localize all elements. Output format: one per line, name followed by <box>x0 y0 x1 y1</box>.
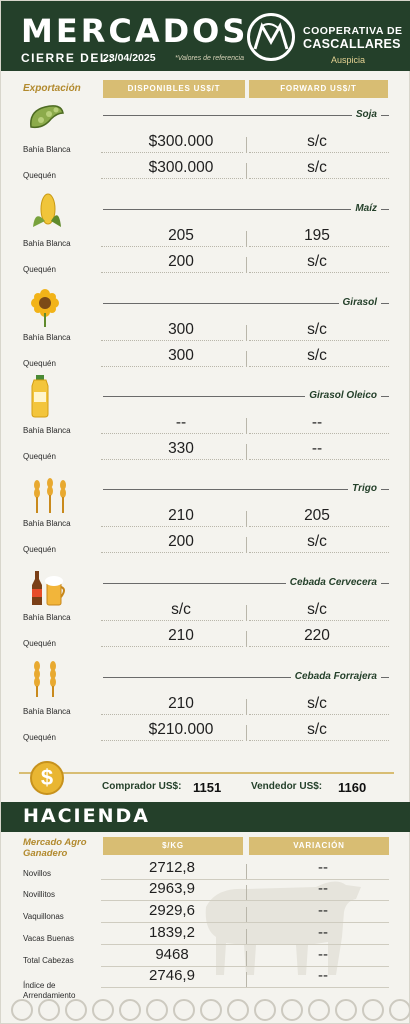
row-underline <box>101 272 243 273</box>
row-place: Quequén <box>23 545 56 554</box>
barley-icon <box>27 658 63 703</box>
row-underline <box>249 646 389 647</box>
row-underline <box>101 152 243 153</box>
row-place: Quequén <box>23 452 56 461</box>
category-label: Vacas Buenas <box>23 934 74 943</box>
forward-value: 205 <box>304 507 330 524</box>
column-separator <box>246 929 247 944</box>
row-place: Quequén <box>23 359 56 368</box>
footer-logo-icon <box>11 999 33 1021</box>
variation-value: -- <box>318 859 328 876</box>
row-place: Bahía Blanca <box>23 613 71 622</box>
column-separator <box>246 885 247 900</box>
price-value: 2712,8 <box>149 859 195 876</box>
row-underline <box>101 433 243 434</box>
column-separator <box>246 907 247 922</box>
column-separator <box>246 325 247 341</box>
cooperative-logo <box>247 13 295 61</box>
row-place: Quequén <box>23 639 56 648</box>
price-value: 2963,9 <box>149 880 195 897</box>
column-separator <box>246 631 247 647</box>
footer-logo-icon <box>38 999 60 1021</box>
reference-note: *Valores de referencia <box>175 55 245 62</box>
row-underline <box>101 340 243 341</box>
variation-value: -- <box>318 946 328 963</box>
footer-logo-icon <box>173 999 195 1021</box>
row-place: Bahía Blanca <box>23 707 71 716</box>
row-place: Bahía Blanca <box>23 145 71 154</box>
row-underline <box>101 900 389 901</box>
dollar-divider <box>19 772 394 774</box>
row-place: Quequén <box>23 265 56 274</box>
column-separator <box>246 864 247 879</box>
row-underline <box>249 272 389 273</box>
footer-logo-icon <box>335 999 357 1021</box>
footer-logo-icon <box>227 999 249 1021</box>
buyer-usd-label: Comprador US$: <box>102 781 182 792</box>
row-underline <box>101 922 389 923</box>
row-place: Quequén <box>23 733 56 742</box>
forward-value: s/c <box>307 321 327 338</box>
page-title: MERCADOS <box>21 12 249 50</box>
sunflower-icon <box>27 288 63 333</box>
row-underline <box>249 552 389 553</box>
forward-value: s/c <box>307 721 327 738</box>
soy-icon <box>27 101 67 140</box>
market-name <box>23 837 87 859</box>
footer-logo-icon <box>119 999 141 1021</box>
disponible-value: 210 <box>168 627 194 644</box>
row-underline <box>249 620 389 621</box>
category-label: Total Cabezas <box>23 956 74 965</box>
column-separator <box>246 511 247 527</box>
col-header-forward: FORWARD US$/T <box>249 80 388 98</box>
disponible-value: $300.000 <box>148 133 214 150</box>
footer-logo-icon <box>254 999 276 1021</box>
row-underline <box>249 340 389 341</box>
row-underline <box>101 366 243 367</box>
disponible-value: 210 <box>168 507 194 524</box>
sponsor-label: Auspicia <box>331 55 366 65</box>
disponible-value: -- <box>175 414 187 431</box>
column-separator <box>246 418 247 434</box>
forward-value: -- <box>311 414 323 431</box>
footer-logo-icon <box>308 999 330 1021</box>
product-divider <box>103 209 389 210</box>
row-underline <box>101 740 243 741</box>
footer-logo-icon <box>146 999 168 1021</box>
wheat-icon <box>27 475 73 520</box>
hacienda-title: HACIENDA <box>23 805 150 827</box>
column-separator <box>246 951 247 966</box>
product-divider <box>103 489 389 490</box>
logo-mark-icon <box>252 22 290 52</box>
footer-logo-strip <box>1 997 410 1023</box>
disponible-value: 300 <box>168 347 194 364</box>
column-separator <box>246 257 247 273</box>
product-name: Girasol <box>339 297 381 309</box>
column-separator <box>246 699 247 715</box>
disponible-value: 205 <box>168 227 194 244</box>
forward-value: s/c <box>307 253 327 270</box>
footer-logo-icon <box>200 999 222 1021</box>
row-underline <box>249 246 389 247</box>
price-value: 2929,6 <box>149 902 195 919</box>
row-place: Bahía Blanca <box>23 426 71 435</box>
buyer-usd-value: 1151 <box>193 780 222 795</box>
market-name-line2: Ganadero <box>23 848 68 859</box>
row-underline <box>101 646 243 647</box>
col-header-variation: VARIACIÓN <box>249 837 389 855</box>
column-separator <box>246 231 247 247</box>
row-underline <box>101 459 243 460</box>
footer-logo-icon <box>65 999 87 1021</box>
col-header-disponibles: DISPONIBLES US$/T <box>103 80 245 98</box>
category-label: Novillitos <box>23 890 56 899</box>
product-name: Soja <box>352 109 381 121</box>
row-underline <box>249 152 389 153</box>
variation-value: -- <box>318 880 328 897</box>
column-separator <box>246 605 247 621</box>
row-underline <box>249 526 389 527</box>
disponible-value: 200 <box>168 533 194 550</box>
variation-value: -- <box>318 924 328 941</box>
header-banner <box>1 1 410 71</box>
col-header-price-kg: $/KG <box>103 837 243 855</box>
category-label: Vaquillonas <box>23 912 64 921</box>
cooperative-name-line1: COOPERATIVA DE <box>303 25 403 37</box>
disponible-value: 330 <box>168 440 194 457</box>
column-separator <box>246 444 247 460</box>
price-value: 2746,9 <box>149 967 195 984</box>
forward-value: s/c <box>307 695 327 712</box>
forward-value: 195 <box>304 227 330 244</box>
disponible-value: $300.000 <box>148 159 214 176</box>
column-separator <box>246 351 247 367</box>
row-underline <box>101 246 243 247</box>
seller-usd-label: Vendedor US$: <box>251 781 323 792</box>
product-name: Cebada Cervecera <box>286 577 381 589</box>
footer-logo-icon <box>281 999 303 1021</box>
closing-date: 23/04/2025 <box>103 52 156 64</box>
disponible-value: 200 <box>168 253 194 270</box>
variation-value: -- <box>318 967 328 984</box>
dollar-coin-icon: $ <box>30 761 64 795</box>
disponible-value: s/c <box>171 601 191 618</box>
product-divider <box>103 115 389 116</box>
forward-value: -- <box>311 440 323 457</box>
row-place: Quequén <box>23 171 56 180</box>
forward-value: s/c <box>307 159 327 176</box>
row-place: Bahía Blanca <box>23 333 71 342</box>
row-underline <box>249 459 389 460</box>
disponible-value: 210 <box>168 695 194 712</box>
price-value: 1839,2 <box>149 924 195 941</box>
export-section-label: Exportación <box>23 83 81 94</box>
row-underline <box>101 526 243 527</box>
row-underline <box>249 714 389 715</box>
forward-value: 220 <box>304 627 330 644</box>
column-separator <box>246 972 247 987</box>
column-separator <box>246 137 247 153</box>
market-name-line1: Mercado Agro <box>23 837 87 848</box>
forward-value: s/c <box>307 133 327 150</box>
product-name: Girasol Oleico <box>305 390 381 402</box>
column-separator <box>246 163 247 179</box>
column-separator <box>246 725 247 741</box>
row-underline <box>101 714 243 715</box>
row-underline <box>101 620 243 621</box>
footer-logo-icon <box>389 999 410 1021</box>
row-place: Bahía Blanca <box>23 519 71 528</box>
forward-value: s/c <box>307 533 327 550</box>
seller-usd-value: 1160 <box>338 780 367 795</box>
row-underline <box>101 944 389 945</box>
product-name: Cebada Forrajera <box>291 671 381 683</box>
category-label-line1: Índice de <box>23 981 56 990</box>
variation-value: -- <box>318 902 328 919</box>
product-name: Trigo <box>348 483 381 495</box>
row-underline <box>249 433 389 434</box>
category-label-line2: Arrendamiento <box>23 991 76 1000</box>
row-underline <box>249 178 389 179</box>
closing-label: CIERRE DEL: <box>21 51 115 65</box>
disponible-value: 300 <box>168 321 194 338</box>
forward-value: s/c <box>307 347 327 364</box>
oil-bottle-icon <box>27 374 53 423</box>
corn-icon <box>27 191 67 236</box>
row-underline <box>101 552 243 553</box>
column-separator <box>246 537 247 553</box>
forward-value: s/c <box>307 601 327 618</box>
price-value: 9468 <box>155 946 189 963</box>
disponible-value: $210.000 <box>148 721 214 738</box>
row-place: Bahía Blanca <box>23 239 71 248</box>
row-underline <box>249 740 389 741</box>
product-name: Maíz <box>351 203 381 215</box>
footer-logo-icon <box>92 999 114 1021</box>
beer-icon <box>27 567 69 612</box>
row-underline <box>101 987 389 988</box>
footer-logo-icon <box>362 999 384 1021</box>
category-label: Novillos <box>23 869 52 878</box>
row-underline <box>249 366 389 367</box>
row-underline <box>101 178 243 179</box>
cooperative-name-line2: CASCALLARES <box>303 37 401 51</box>
